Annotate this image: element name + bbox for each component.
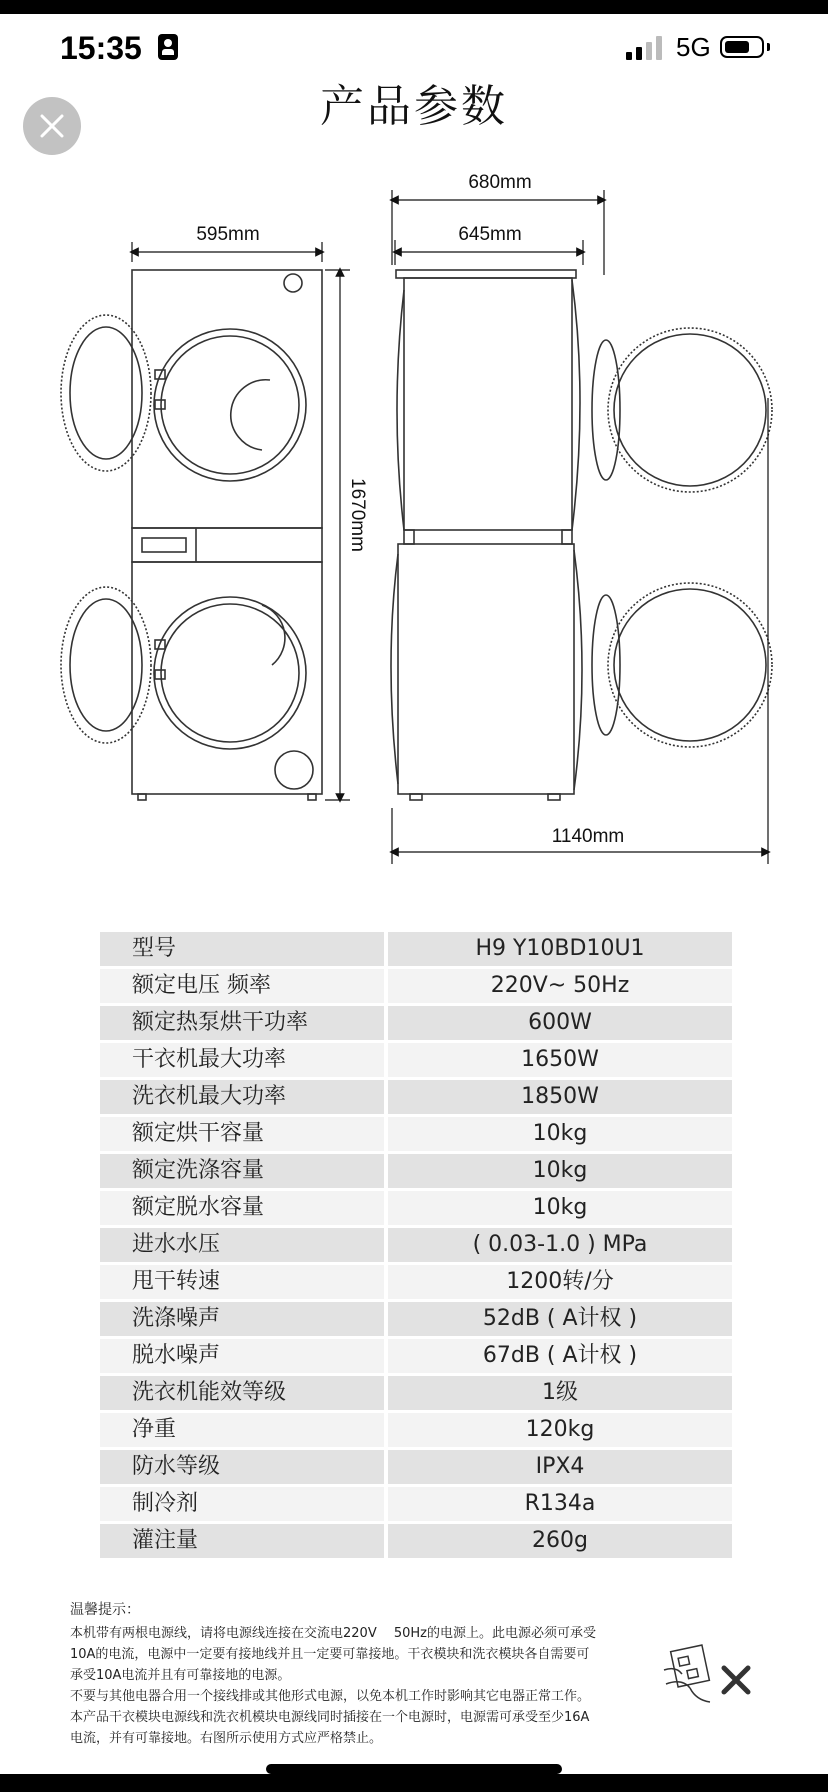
notes-line: 不要与其他电器合用一个接线排或其他形式电源，以免本机工作时影响其它电器正常工作。 xyxy=(70,1689,591,1704)
dimension-diagram xyxy=(0,150,828,870)
prohibited-plug-icon xyxy=(660,1640,760,1710)
door-open-depth-label: 1140mm xyxy=(551,826,625,847)
spec-row-voltage xyxy=(100,969,732,1003)
side-view xyxy=(391,270,772,800)
spec-row-water-pressure xyxy=(100,1228,732,1262)
spec-value: 1200转/分 xyxy=(388,1265,732,1299)
spec-value: 260g xyxy=(388,1524,732,1558)
battery-tip xyxy=(767,43,770,51)
spec-value: 10kg xyxy=(388,1154,732,1188)
spec-label: 型号 xyxy=(100,932,384,966)
spec-label: 额定脱水容量 xyxy=(100,1191,384,1225)
spec-row-heatpump-power xyxy=(100,1006,732,1040)
height-label: 1670mm xyxy=(347,478,368,552)
status-time: 15:35 xyxy=(60,30,142,66)
side-depth-total-label: 680mm xyxy=(468,172,532,193)
spec-row-wash-noise xyxy=(100,1302,732,1336)
spec-value: 120kg xyxy=(388,1413,732,1447)
spec-row-net-weight xyxy=(100,1413,732,1447)
home-indicator[interactable] xyxy=(266,1764,562,1774)
spec-label: 甩干转速 xyxy=(100,1265,384,1299)
spec-value: 220V~ 50Hz xyxy=(388,969,732,1003)
notes-line: 本机带有两根电源线，请将电源线连接在交流电220V 50Hz的电源上。此电源必须可承受 xyxy=(70,1626,596,1641)
spec-value: R134a xyxy=(388,1487,732,1521)
id-card-icon xyxy=(158,34,178,60)
front-width-label: 595mm xyxy=(196,224,260,245)
side-depth-body-dimension xyxy=(395,224,583,265)
notes-line: 电流，并有可靠接地。右图所示使用方式应严格禁止。 xyxy=(70,1731,383,1746)
spec-row-wash-capacity xyxy=(100,1154,732,1188)
spec-row-spin-speed xyxy=(100,1265,732,1299)
spec-label: 洗衣机能效等级 xyxy=(100,1376,384,1410)
spec-label: 额定洗涤容量 xyxy=(100,1154,384,1188)
top-bezel xyxy=(0,0,828,14)
spec-value: 600W xyxy=(388,1006,732,1040)
spec-table xyxy=(100,932,732,1561)
spec-value: IPX4 xyxy=(388,1450,732,1484)
page-title: 产品参数 xyxy=(320,81,508,132)
signal-icon xyxy=(626,36,664,60)
spec-row-waterproof xyxy=(100,1450,732,1484)
spec-value: 10kg xyxy=(388,1117,732,1151)
spec-value: 1850W xyxy=(388,1080,732,1114)
spec-value: ( 0.03-1.0 ) MPa xyxy=(388,1228,732,1262)
notes-line: 10A的电流，电源中一定要有接地线并且一定要可靠接地。干衣模块和洗衣模块各自需要可 xyxy=(70,1647,590,1662)
spec-row-model xyxy=(100,932,732,966)
notes-line: 承受10A电流并且有可靠接地的电源。 xyxy=(70,1668,291,1683)
spec-label: 进水水压 xyxy=(100,1228,384,1262)
spec-value: 1650W xyxy=(388,1043,732,1077)
spec-row-dry-capacity xyxy=(100,1117,732,1151)
bottom-bezel xyxy=(0,1774,828,1792)
spec-row-spin-noise xyxy=(100,1339,732,1373)
spec-row-refrigerant xyxy=(100,1487,732,1521)
spec-label: 脱水噪声 xyxy=(100,1339,384,1373)
spec-row-washer-max-power xyxy=(100,1080,732,1114)
network-type: 5G xyxy=(676,32,711,62)
spec-label: 制冷剂 xyxy=(100,1487,384,1521)
notes-line: 本产品干衣模块电源线和洗衣机模块电源线同时插接在一个电源时，电源需可承受至少16A xyxy=(70,1710,590,1725)
spec-value: 1级 xyxy=(388,1376,732,1410)
spec-label: 洗涤噪声 xyxy=(100,1302,384,1336)
spec-value: 67dB ( A计权 ) xyxy=(388,1339,732,1373)
spec-label: 净重 xyxy=(100,1413,384,1447)
spec-row-spin-capacity xyxy=(100,1191,732,1225)
spec-label: 额定烘干容量 xyxy=(100,1117,384,1151)
spec-row-energy-grade xyxy=(100,1376,732,1410)
battery-icon xyxy=(720,36,764,58)
spec-value: 10kg xyxy=(388,1191,732,1225)
spec-value: 52dB ( A计权 ) xyxy=(388,1302,732,1336)
spec-label: 洗衣机最大功率 xyxy=(100,1080,384,1114)
front-view xyxy=(61,270,322,800)
spec-label: 干衣机最大功率 xyxy=(100,1043,384,1077)
spec-row-dryer-max-power xyxy=(100,1043,732,1077)
side-depth-body-label: 645mm xyxy=(458,224,522,245)
spec-row-charge-amount xyxy=(100,1524,732,1558)
spec-label: 额定电压 频率 xyxy=(100,969,384,1003)
notes-heading: 温馨提示： xyxy=(70,1602,140,1618)
spec-label: 额定热泵烘干功率 xyxy=(100,1006,384,1040)
front-width-dimension xyxy=(132,224,322,262)
spec-label: 防水等级 xyxy=(100,1450,384,1484)
spec-label: 灌注量 xyxy=(100,1524,384,1558)
spec-value: H9 Y10BD10U1 xyxy=(388,932,732,966)
height-dimension xyxy=(325,270,368,800)
notes-section xyxy=(70,1600,650,1749)
